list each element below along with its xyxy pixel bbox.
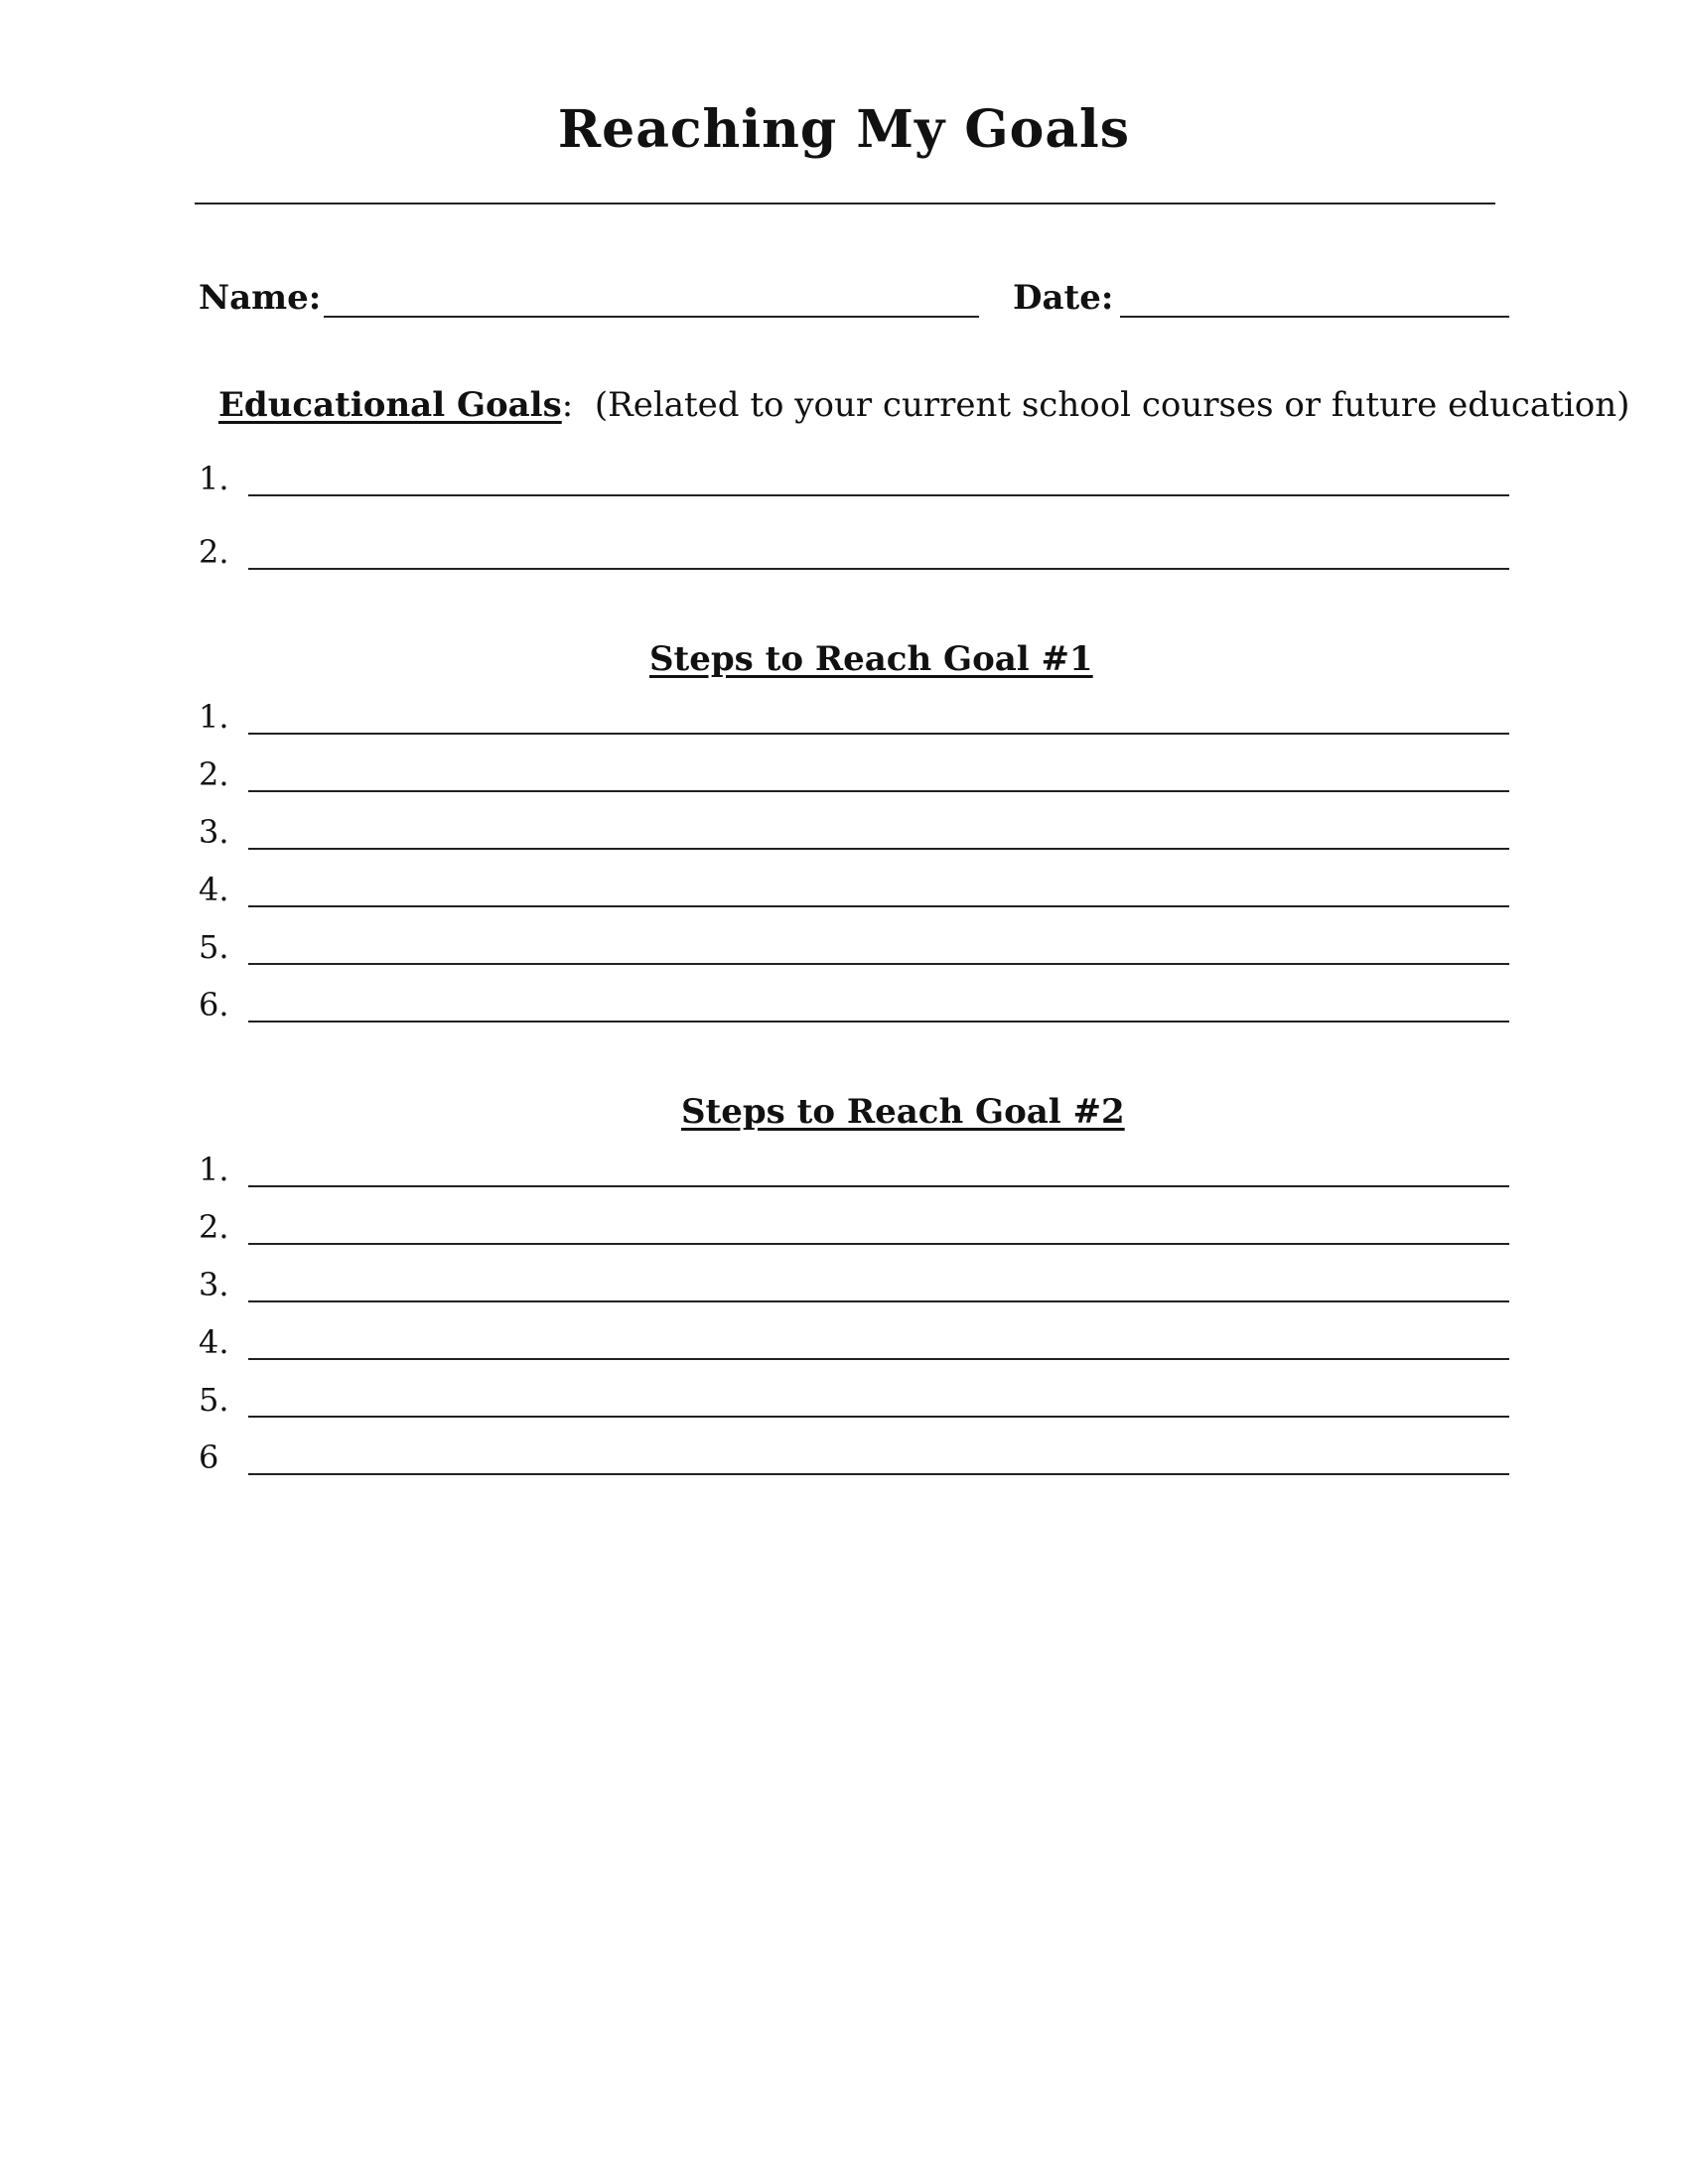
steps-goal-1-heading: Steps to Reach Goal #1 [649,639,1093,679]
step-line[interactable] [248,1416,1509,1418]
name-label: Name: [199,278,322,318]
date-label: Date: [1013,278,1114,318]
step-number: 3. [199,1266,229,1303]
educational-goals-separator: : [561,385,574,425]
title-divider [195,203,1495,205]
step-number: 5. [199,928,229,966]
step-number: 4. [199,1323,229,1361]
step-line[interactable] [248,790,1509,792]
step-number: 1. [199,1151,229,1188]
step-number: 4. [199,871,229,908]
step-line[interactable] [248,848,1509,850]
date-field[interactable] [1120,316,1509,318]
step-line[interactable] [248,963,1509,965]
step-number: 6. [199,986,229,1024]
step-line[interactable] [248,1021,1509,1023]
educational-goals-heading [218,383,1629,427]
step-line[interactable] [248,733,1509,735]
educational-goal-number: 2. [199,533,229,571]
step-number: 2. [199,1208,229,1246]
step-line[interactable] [248,1243,1509,1245]
step-line[interactable] [248,1300,1509,1302]
step-line[interactable] [248,905,1509,907]
step-number: 6 [199,1438,219,1476]
page-title: Reaching My Goals [557,99,1131,160]
educational-goals-note: (Related to your current school courses or future education) [594,385,1630,425]
educational-goal-line[interactable] [248,568,1509,570]
step-number: 2. [199,755,229,793]
educational-goal-line[interactable] [248,494,1509,496]
educational-goals-title: Educational Goals [218,385,562,425]
steps-goal-2-heading: Steps to Reach Goal #2 [681,1092,1125,1132]
step-number: 3. [199,813,229,851]
step-number: 5. [199,1381,229,1419]
educational-goal-number: 1. [199,460,229,497]
step-number: 1. [199,698,229,736]
step-line[interactable] [248,1473,1509,1475]
step-line[interactable] [248,1185,1509,1187]
name-field[interactable] [324,316,979,318]
step-line[interactable] [248,1358,1509,1360]
